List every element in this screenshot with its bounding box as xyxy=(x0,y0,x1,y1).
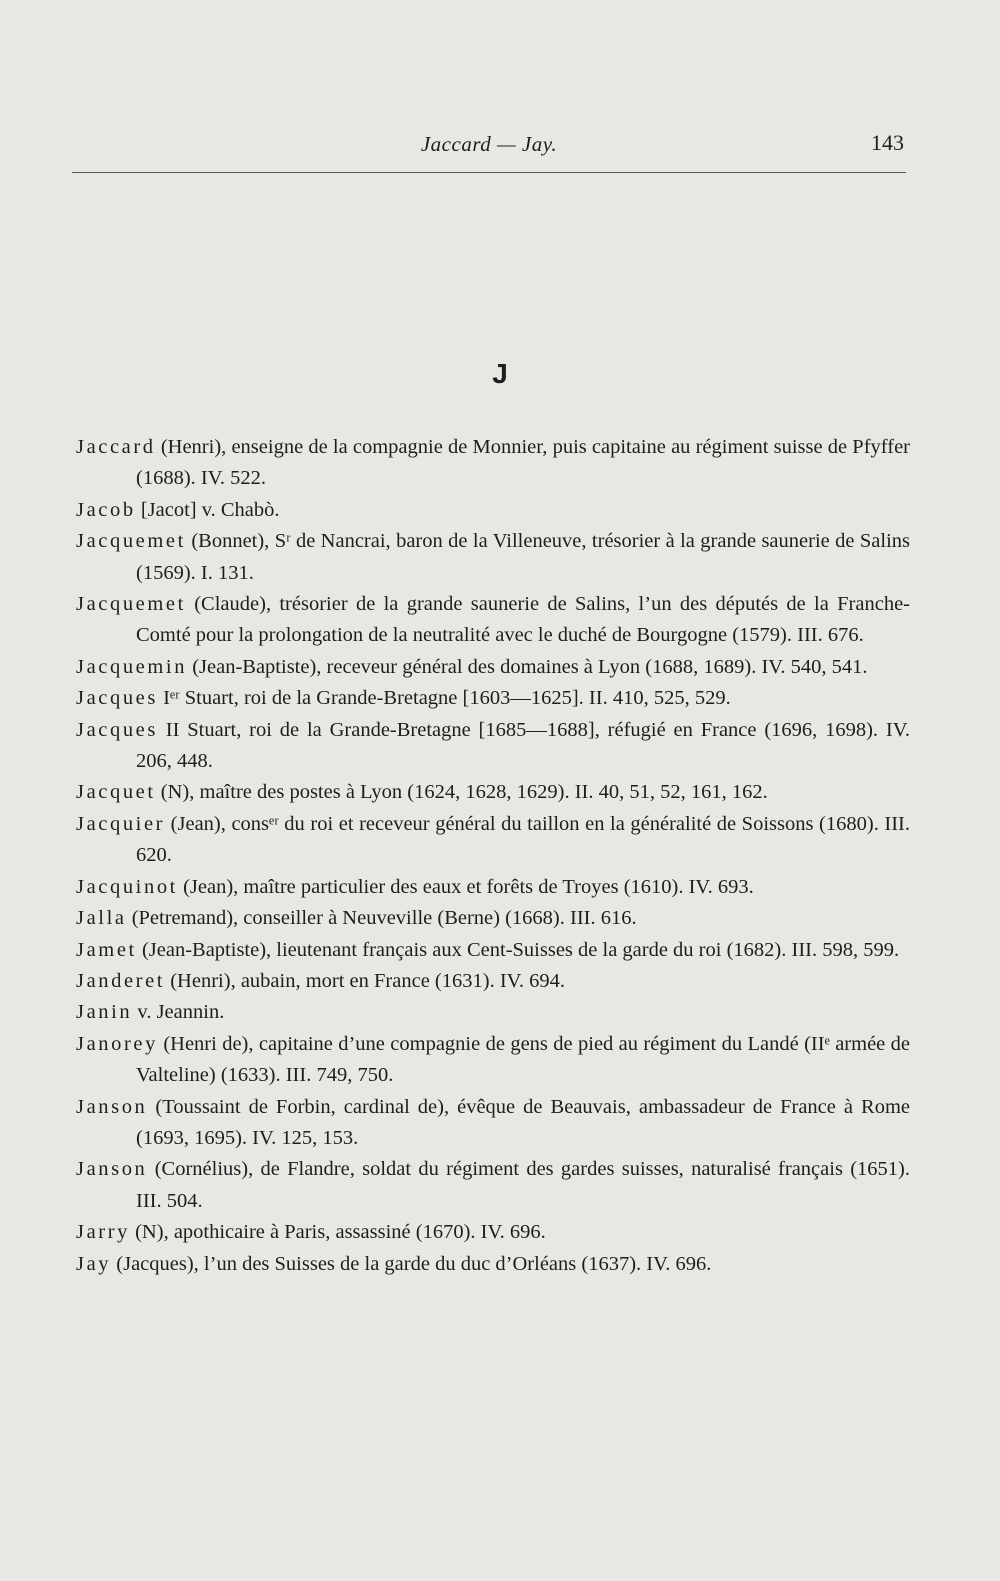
index-entry xyxy=(76,1029,910,1092)
entry-text: (Jean), consᵉʳ du roi et receveur général du taillon en la généralité de Soissons (1680). III. 620. xyxy=(136,812,910,867)
index-entry xyxy=(76,1092,910,1155)
index-entry xyxy=(76,589,910,652)
entry-headword: Janin xyxy=(76,1001,133,1024)
entry-headword: Jacquier xyxy=(76,812,166,835)
entry-text: Iᵉʳ Stuart, roi de la Grande-Bretagne [1603—1625]. II. 410, 525, 529. xyxy=(157,687,731,710)
entry-headword: Jacques xyxy=(76,687,158,710)
page-number: 143 xyxy=(871,130,904,155)
running-title: Jaccard — Jay. xyxy=(420,132,558,156)
entry-headword: Jalla xyxy=(76,907,127,930)
index-entry xyxy=(76,432,910,495)
index-entry xyxy=(76,872,910,903)
page-header xyxy=(72,128,906,173)
entry-text: (Toussaint de Forbin, cardinal de), évêque de Beauvais, ambassadeur de France à Rome (1693, 1695). IV. 125, 153. xyxy=(136,1095,910,1149)
entry-headword: Janderet xyxy=(76,969,166,992)
entry-headword: Janorey xyxy=(76,1032,158,1055)
entry-text: (Henri de), capitaine d’une compagnie de gens de pied au régiment du Landé (IIᵉ armée de Valteline) (1633). III. 749, 750. xyxy=(136,1032,910,1087)
index-entry xyxy=(76,683,910,714)
index-entry xyxy=(76,1154,910,1217)
index-entry xyxy=(76,495,910,526)
index-entry xyxy=(76,809,910,872)
entry-text: (N), apothicaire à Paris, assassiné (1670). IV. 696. xyxy=(129,1221,546,1244)
entry-text: (N), maître des postes à Lyon (1624, 1628, 1629). II. 40, 51, 52, 161, 162. xyxy=(155,781,768,804)
entry-text: v. Jeannin. xyxy=(132,1001,225,1024)
entry-headword: Jamet xyxy=(76,938,137,961)
entry-text: II Stuart, roi de la Grande-Bretagne [1685—1688], réfugié en France (1696, 1698). IV. 206, 448. xyxy=(136,718,910,773)
index-entry xyxy=(76,997,910,1028)
index-entry xyxy=(76,1217,910,1248)
entry-headword: Janson xyxy=(76,1095,148,1118)
entry-headword: Jaccard xyxy=(76,436,156,458)
entry-text: (Bonnet), Sʳ de Nancrai, baron de la Villeneuve, trésorier à la grande saunerie de Salins (1569). I. 131. xyxy=(136,530,910,584)
entry-text: (Jean-Baptiste), receveur général des domaines à Lyon (1688, 1689). IV. 540, 541. xyxy=(187,655,868,678)
index-entry xyxy=(76,777,910,808)
entry-text: (Jean), maître particulier des eaux et forêts de Troyes (1610). IV. 693. xyxy=(177,875,754,898)
entry-headword: Jacquet xyxy=(76,781,156,804)
entry-headword: Jay xyxy=(76,1252,112,1275)
entry-headword: Jacquinot xyxy=(76,875,178,898)
entry-text: (Henri), enseigne de la compagnie de Monnier, puis capitaine au régiment suisse de Pfyffer (1688). IV. 522. xyxy=(136,436,910,490)
entry-headword: Jacques xyxy=(76,718,158,741)
entry-text: (Cornélius), de Flandre, soldat du régiment des gardes suisses, naturalisé français (1651). III. 504. xyxy=(136,1158,910,1212)
entry-text: (Claude), trésorier de la grande saunerie de Salins, l’un des députés de la Franche-Comté pour la prolongation de la neutralité avec le duché de Bourgogne (1579). III. 676. xyxy=(136,593,910,647)
index-entry xyxy=(76,935,910,966)
entry-text: (Petremand), conseiller à Neuveville (Berne) (1668). III. 616. xyxy=(126,907,637,930)
entry-text: (Henri), aubain, mort en France (1631). IV. 694. xyxy=(165,969,565,992)
entry-headword: Jacob xyxy=(76,498,136,521)
index-entry xyxy=(76,903,910,934)
index-entry xyxy=(76,652,910,683)
index-entries xyxy=(76,432,910,1280)
entry-text: [Jacot] v. Chabò. xyxy=(135,498,280,521)
index-entry xyxy=(76,526,910,589)
entry-headword: Jacquemet xyxy=(76,593,186,616)
index-entry xyxy=(76,715,910,778)
entry-headword: Jacquemet xyxy=(76,530,186,553)
index-entry xyxy=(76,1249,910,1280)
entry-headword: Janson xyxy=(76,1158,148,1181)
index-entry xyxy=(76,966,910,997)
entry-text: (Jacques), l’un des Suisses de la garde du duc d’Orléans (1637). IV. 696. xyxy=(111,1252,712,1275)
entry-headword: Jacquemin xyxy=(76,655,188,678)
section-letter: J xyxy=(492,358,508,389)
entry-headword: Jarry xyxy=(76,1221,130,1244)
entry-text: (Jean-Baptiste), lieutenant français aux Cent-Suisses de la garde du roi (1682). III. 598, 599. xyxy=(136,938,900,961)
